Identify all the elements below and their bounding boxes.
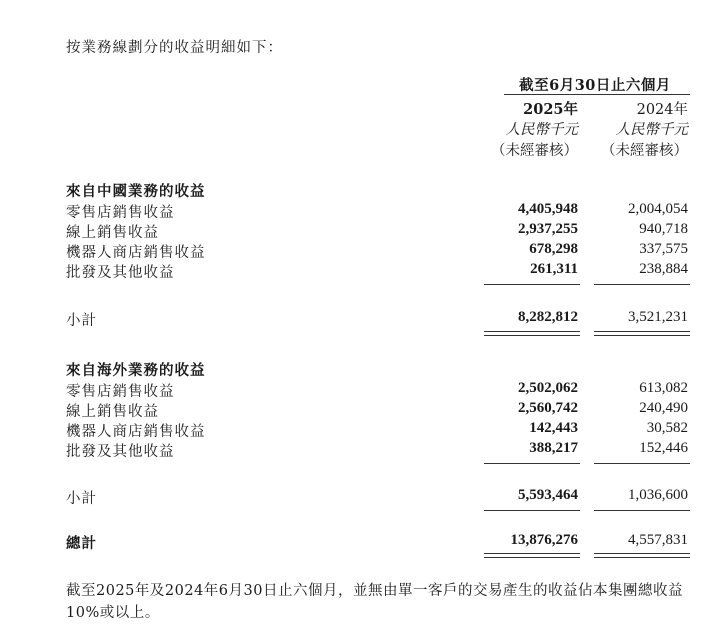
col-2024-year: 2024年: [636, 102, 688, 118]
china-subtotal-rule-2024: [594, 331, 690, 332]
overseas-row-label: 線上銷售收益: [66, 404, 159, 420]
overseas-row-label: 零售店銷售收益: [66, 384, 175, 400]
china-row-2025: 2,937,255: [518, 221, 578, 237]
section-title-overseas: 來自海外業務的收益: [66, 362, 206, 379]
china-row-2024: 238,884: [639, 261, 688, 277]
total-rule-2024-b: [594, 557, 690, 558]
period-header: 截至6月30日止六個月: [519, 77, 671, 94]
period-header-underline: [504, 94, 690, 95]
col-2025-unit: 人民幣千元: [505, 122, 578, 138]
overseas-subtotal-label: 小計: [66, 491, 97, 507]
total-2024: 4,557,831: [628, 532, 688, 548]
china-subtotal-2025: 8,282,812: [518, 309, 578, 325]
china-sum-rule-2025: [484, 284, 580, 285]
total-2025: 13,876,276: [510, 532, 578, 548]
china-row-label: 零售店銷售收益: [66, 205, 175, 221]
col-2025-year: 2025年: [523, 101, 578, 118]
china-row-label: 機器人商店銷售收益: [66, 245, 206, 261]
col-2024-audit: （未經審核）: [601, 143, 688, 159]
overseas-row-label: 批發及其他收益: [66, 444, 175, 460]
intro-text: 按業務線劃分的收益明細如下：: [66, 40, 283, 56]
total-label: 總計: [66, 535, 97, 552]
overseas-row-2024: 613,082: [639, 380, 688, 396]
overseas-subtotal-2024: 1,036,600: [628, 487, 688, 503]
overseas-row-label: 機器人商店銷售收益: [66, 424, 206, 440]
overseas-subtotal-rule-2025: [484, 510, 580, 511]
china-row-2025: 261,311: [530, 261, 578, 277]
china-subtotal-rule-2025-b: [484, 335, 580, 336]
china-subtotal-2024: 3,521,231: [628, 309, 688, 325]
overseas-sum-rule-2024: [594, 463, 690, 464]
china-row-2025: 678,298: [529, 241, 578, 257]
china-sum-rule-2024: [594, 284, 690, 285]
overseas-subtotal-2025: 5,593,464: [518, 487, 578, 503]
total-rule-2025: [484, 553, 580, 554]
china-row-label: 批發及其他收益: [66, 265, 175, 281]
col-2024-unit: 人民幣千元: [615, 122, 688, 138]
china-subtotal-rule-2025: [484, 331, 580, 332]
section-title-china: 來自中國業務的收益: [66, 183, 206, 200]
overseas-row-2025: 142,443: [529, 420, 578, 436]
total-rule-2024: [594, 553, 690, 554]
overseas-row-2024: 152,446: [639, 440, 688, 456]
china-subtotal-label: 小計: [66, 313, 97, 329]
china-subtotal-rule-2024-b: [594, 335, 690, 336]
china-row-2024: 940,718: [639, 221, 688, 237]
footnote: 截至2025年及2024年6月30日止六個月，並無由單一客戶的交易產生的收益佔本集團總收益10%或以上。: [66, 583, 683, 621]
china-row-label: 線上銷售收益: [66, 225, 159, 241]
total-rule-2025-b: [484, 557, 580, 558]
overseas-sum-rule-2025: [484, 463, 580, 464]
china-row-2025: 4,405,948: [518, 201, 578, 217]
overseas-row-2024: 30,582: [646, 420, 688, 436]
col-2025-audit: （未經審核）: [491, 143, 578, 159]
overseas-subtotal-rule-2024: [594, 510, 690, 511]
overseas-row-2025: 2,560,742: [518, 400, 578, 416]
china-row-2024: 337,575: [639, 241, 688, 257]
overseas-row-2024: 240,490: [639, 400, 688, 416]
china-row-2024: 2,004,054: [628, 201, 688, 217]
overseas-row-2025: 388,217: [529, 440, 578, 456]
overseas-row-2025: 2,502,062: [518, 380, 578, 396]
